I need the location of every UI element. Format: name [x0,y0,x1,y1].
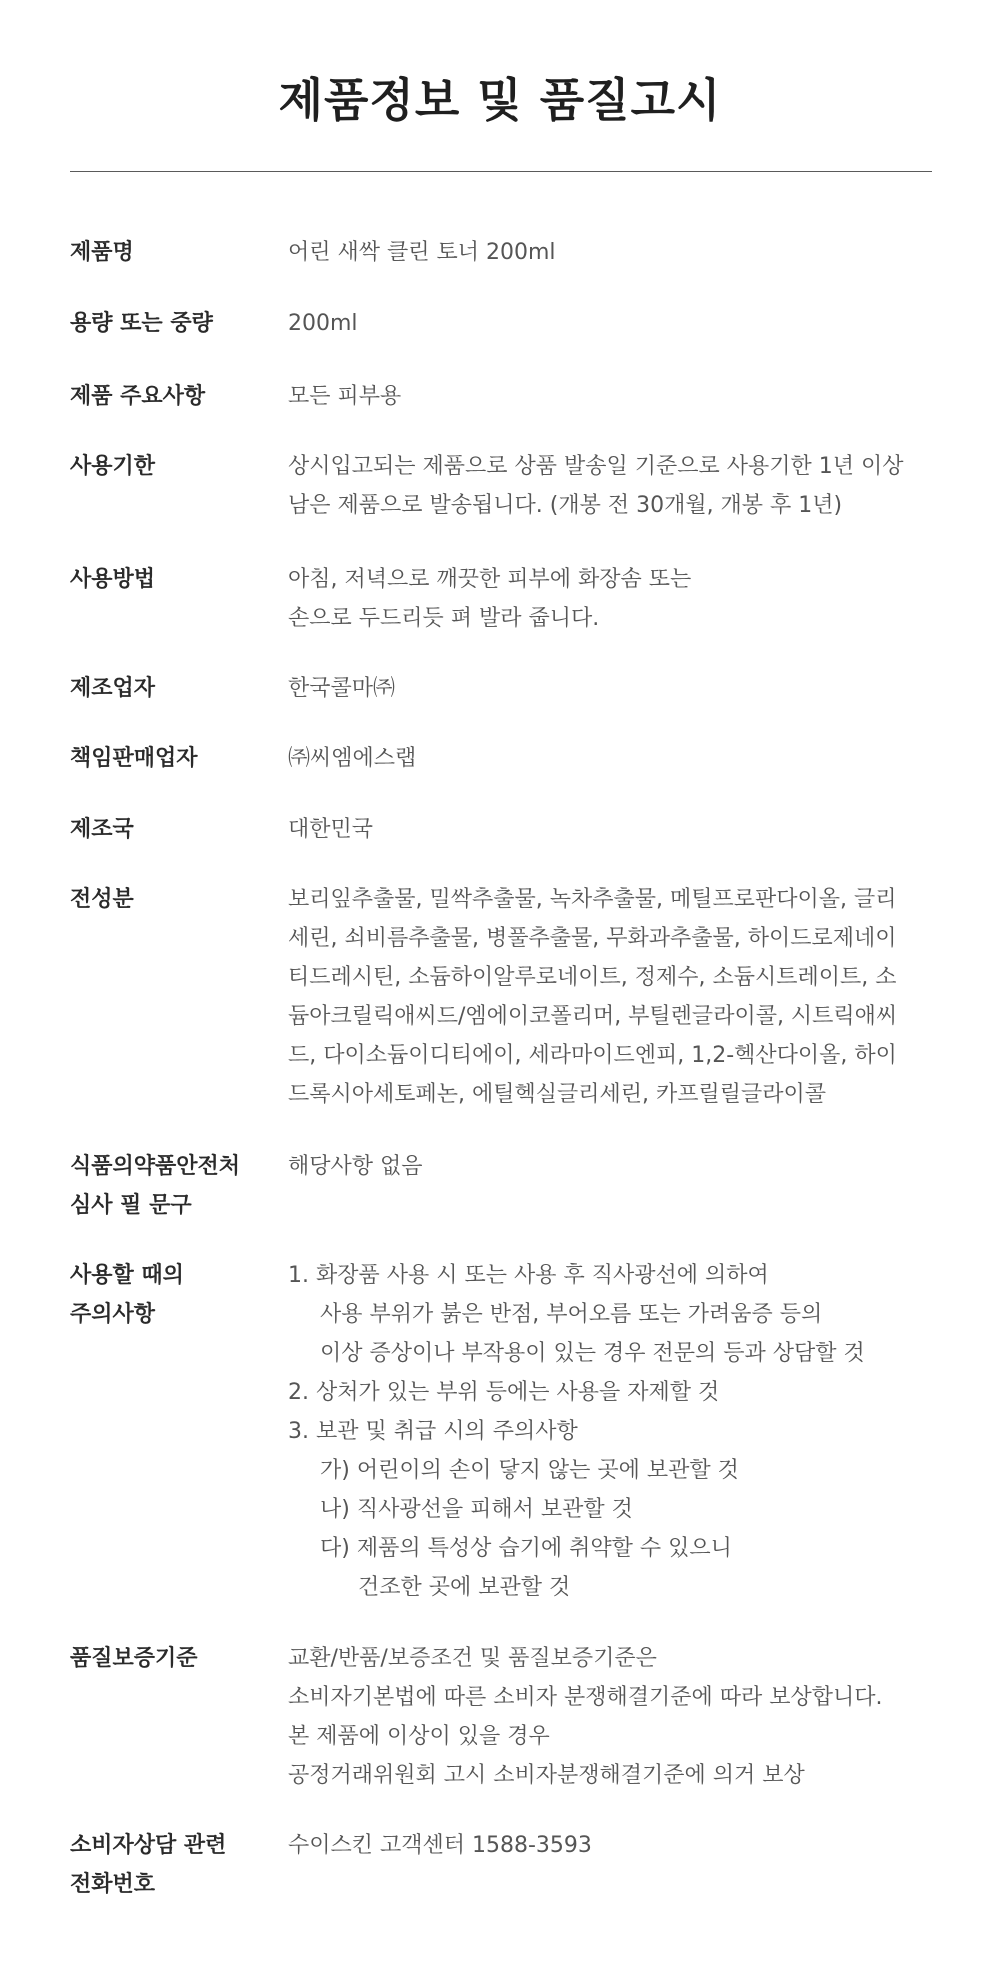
row-value: 해당사항 없음 [288,1154,423,1179]
row-value: 1. 화장품 사용 시 또는 사용 후 직사광선에 의하여 사용 부위가 붉은 반점, 부어오름 또는 가려움증 등의 이상 증상이나 부작용이 있는 경우 전문의 등과 상담할 것 2. 상처가 있는 부위 등에는 사용을 자제할 것 3. 보관 및 취급 시의 주의사항 가) 어린이의 손이 닿지 않는 곳에 보관할 것 나) 직사광선을 피해서 보관할 것 다) 제품의 특성상 습기에 취약할 수 있으니 건조한 곳에 보관할 것 [288,1263,865,1600]
row-label: 제조업자 [70,676,156,701]
info-row-main-specs [70,377,932,416]
row-label: 제품 주요사항 [70,384,206,409]
info-row-product-name [70,233,932,272]
row-value: 200ml [288,311,358,336]
info-row-customer-phone [70,1826,932,1904]
row-label: 사용방법 [70,567,156,592]
info-row-quality-guarantee [70,1639,932,1795]
info-row-precautions [70,1256,932,1607]
info-row-manufacturer [70,669,932,708]
row-value: ㈜씨엠에스랩 [288,746,417,771]
title-divider [70,171,932,172]
page-title: 제품정보 및 품질고시 [278,73,722,127]
row-value: 수이스킨 고객센터 1588-3593 [288,1833,592,1858]
info-row-expiry [70,447,932,525]
row-value: 교환/반품/보증조건 및 품질보증기준은 소비자기본법에 따른 소비자 분쟁해결기준에 따라 보상합니다. 본 제품에 이상이 있을 경우 공정거래위원회 고시 소비자분쟁해결기준에 의거 보상 [288,1646,883,1788]
info-row-country [70,810,932,849]
info-row-distributor [70,739,932,778]
info-row-mfds-review [70,1147,932,1225]
info-row-usage [70,560,932,638]
row-value: 한국콜마㈜ [288,676,396,701]
row-value: 대한민국 [288,817,374,842]
info-row-capacity [70,304,932,343]
row-label: 전성분 [70,887,134,912]
row-value: 상시입고되는 제품으로 상품 발송일 기준으로 사용기한 1년 이상 남은 제품으로 발송됩니다. (개봉 전 30개월, 개봉 후 1년) [288,454,904,518]
row-label: 제품명 [70,240,134,265]
row-value: 아침, 저녁으로 깨끗한 피부에 화장솜 또는 손으로 두드리듯 펴 발라 줍니다. [288,567,692,631]
row-label: 식품의약품안전처 심사 필 문구 [70,1154,241,1218]
row-label: 책임판매업자 [70,746,198,771]
row-value: 어린 새싹 클린 토너 200ml [288,240,556,265]
row-value: 보리잎추출물, 밀싹추출물, 녹차추출물, 메틸프로판다이올, 글리 세린, 쇠비름추출물, 병풀추출물, 무화과추출물, 하이드로제네이 티드레시틴, 소듐하이알루로네이트, 정제수, 소듐시트레이트, 소 듐아크릴릭애씨드/엠에이코폴리머, 부틸렌글라이콜, 시트릭애씨 드, 다이소듐이디티에이, 세라마이드엔피, 1,2-헥산다이올, 하이 드록시아세토페논, 에틸헥실글리세린, 카프릴릴글라이콜 [288,887,898,1107]
row-label: 소비자상담 관련 전화번호 [70,1833,227,1897]
row-value: 모든 피부용 [288,384,402,409]
info-row-ingredients [70,880,932,1114]
row-label: 품질보증기준 [70,1646,198,1671]
row-label: 사용할 때의 주의사항 [70,1263,184,1327]
row-label: 사용기한 [70,454,156,479]
row-label: 제조국 [70,817,134,842]
row-label: 용량 또는 중량 [70,311,213,336]
